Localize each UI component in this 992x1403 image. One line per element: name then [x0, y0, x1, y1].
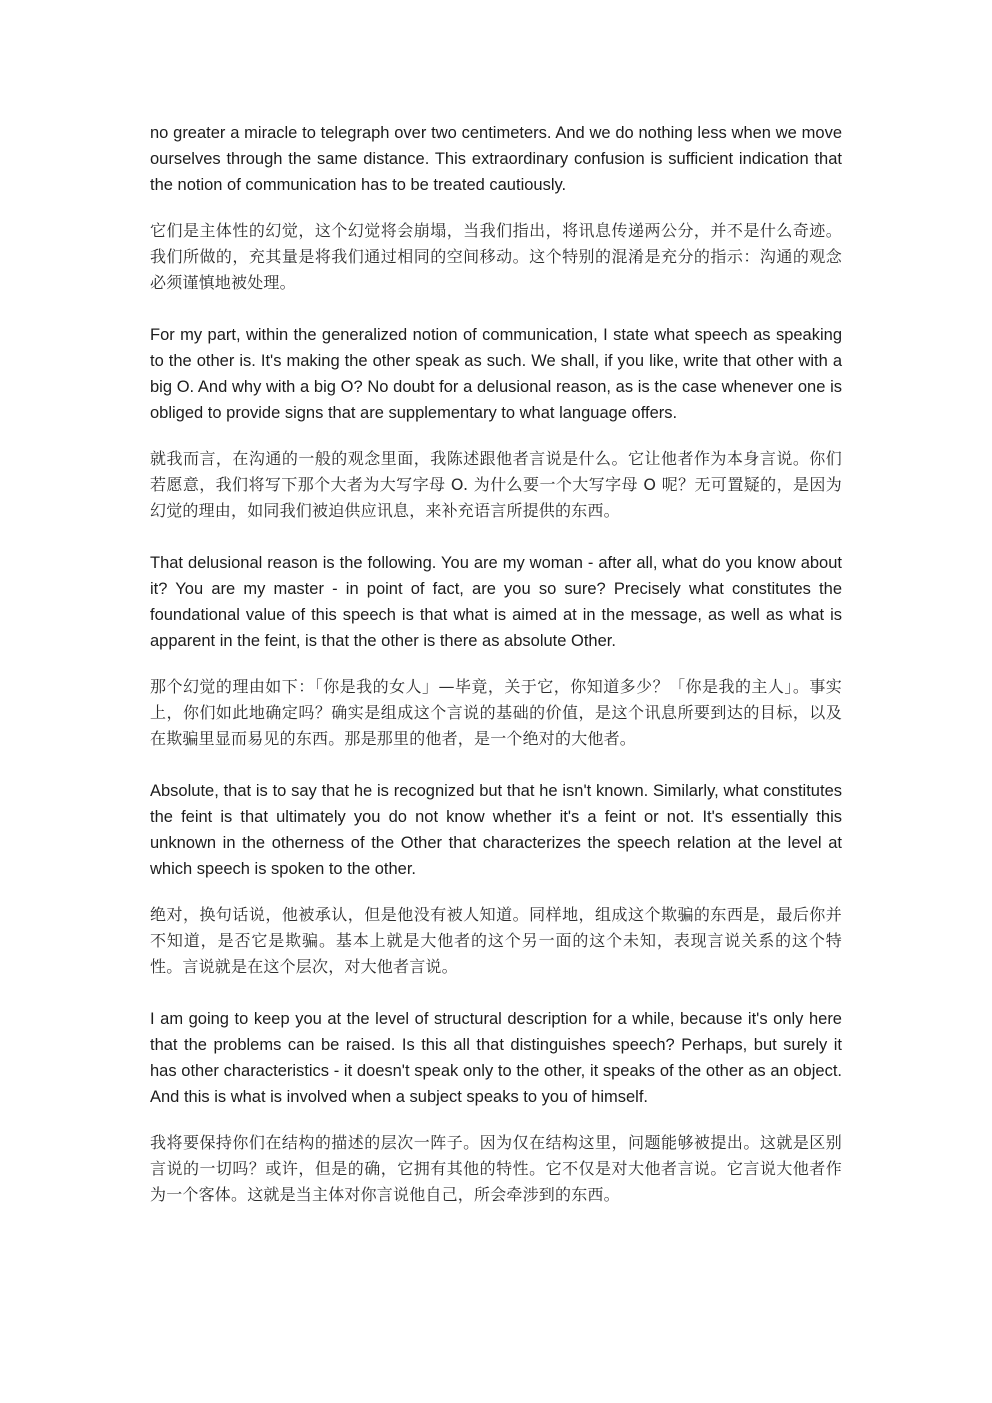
paragraph-gap — [150, 198, 842, 218]
paragraph-en-3: That delusional reason is the following. You are my woman - after all, what do you know about it? You are my master - in point of fact, are you so sure? Precisely what constitutes the foundational value of this speech is that what is aimed at in the message, as well as what is apparent in the feint, is that the other is there as absolute Other. — [150, 554, 842, 650]
paragraph-gap — [150, 1110, 842, 1130]
paragraph-en-5: I am going to keep you at the level of structural description for a while, because it's only here that the problems can be raised. Is this all that distinguishes speech? Perhaps, but surely it has other characteristics - it doesn't speak only to the other, it speaks of the other as an object. And this is what is involved when a subject speaks to you of himself. — [150, 1010, 842, 1106]
paragraph-zh-4: 绝对，换句话说，他被承认，但是他没有被人知道。同样地，组成这个欺骗的东西是，最后你并不知道，是否它是欺骗。基本上就是大他者的这个另一面的这个未知，表现言说关系的这个特性。言说就是在这个层次，对大他者言说。 — [150, 905, 842, 976]
paragraph-en-1: no greater a miracle to telegraph over two centimeters. And we do nothing less when we move ourselves through the same distance. This extraordinary confusion is sufficient indication that the notion of communication has to be treated cautiously. — [150, 124, 842, 194]
paragraph-zh-2: 就我而言，在沟通的一般的观念里面，我陈述跟他者言说是什么。它让他者作为本身言说。你们若愿意，我们将写下那个大者为大写字母 O. 为什么要一个大写字母 O 呢？无可置疑的，是因为幻觉的理由，如同我们被迫供应讯息，来补充语言所提供的东西。 — [150, 449, 842, 520]
paragraph-en-4: Absolute, that is to say that he is recognized but that he isn't known. Similarly, what constitutes the feint is that ultimately you do not know whether it's a feint or not. It's essentially this unknown in the otherness of the Other that characterizes the speech relation at the level at which speech is spoken to the other. — [150, 782, 842, 878]
document-page — [150, 120, 842, 1208]
paragraph-gap — [150, 296, 842, 322]
paragraph-gap — [150, 882, 842, 902]
paragraph-zh-5: 我将要保持你们在结构的描述的层次一阵子。因为仅在结构这里，问题能够被提出。这就是区别言说的一切吗？或许，但是的确，它拥有其他的特性。它不仅是对大他者言说。它言说大他者作为一个客体。这就是当主体对你言说他自己，所会牵涉到的东西。 — [150, 1133, 842, 1204]
paragraph-en-2: For my part, within the generalized notion of communication, I state what speech as speaking to the other is. It's making the other speak as such. We shall, if you like, write that other with a big O. And why with a big O? No doubt for a delusional reason, as is the case whenever one is obliged to provide signs that are supplementary to what language offers. — [150, 326, 842, 422]
paragraph-zh-3: 那个幻觉的理由如下：「你是我的女人」—毕竟，关于它，你知道多少？「你是我的主人」。事实上，你们如此地确定吗？确实是组成这个言说的基础的价值，是这个讯息所要到达的目标，以及在欺骗里显而易见的东西。那是那里的他者，是一个绝对的大他者。 — [150, 677, 842, 748]
paragraph-gap — [150, 426, 842, 446]
paragraph-zh-1: 它们是主体性的幻觉，这个幻觉将会崩塌，当我们指出，将讯息传递两公分，并不是什么奇迹。我们所做的，充其量是将我们通过相同的空间移动。这个特别的混淆是充分的指示：沟通的观念必须谨慎地被处理。 — [150, 221, 842, 292]
paragraph-gap — [150, 524, 842, 550]
paragraph-gap — [150, 980, 842, 1006]
paragraph-gap — [150, 752, 842, 778]
paragraph-gap — [150, 654, 842, 674]
